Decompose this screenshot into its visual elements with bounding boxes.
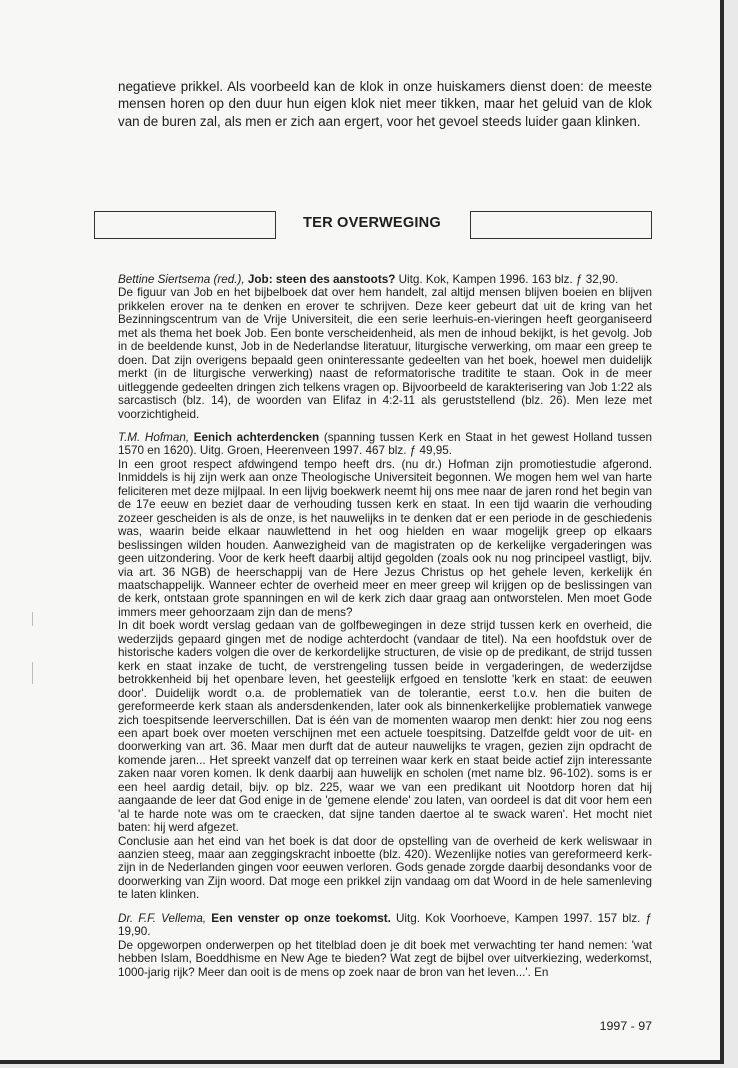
review-author: Dr. F.F. Vellema,	[118, 911, 207, 925]
review-paragraph: In een groot respect afdwingend tempo heeft drs. (nu dr.) Hofman zijn promotiestudie afgerond. Inmiddels is hij zijn werk aan onze Theologische Universiteit begonnen. We mogen hem wel van harte feliciteren met deze mijlpaal. In een lijvig boekwerk neemt hij ons mee naar de jaren rond het begin van de 17e eeuw en beziet daar de verhouding tussen kerk en staat. In een tijd waarin die verhouding zozeer gescheiden is als de onze, is het nauwelijks in te denken dat er een periode in de geschiedenis was, waarin beide elkaar nauwlettend in het oog hielden en waar mogelijk greep op elkaars beslissingen wilden houden. Aanwezigheid van de magistraten op de kerkelijke vergaderingen was geen uitzondering. Voor de kerk heeft daarbij altijd gegolden (zoals ook nu nog principeel vastligt, bijv. via art. 36 NGB) de heerschappij van de Here Jezus Christus op het gehele leven, kerkelijk én maatschappelijk. Wanneer echter de overheid meer en meer greep wil krijgen op de beslissingen van de kerk, ontstaan grote spanningen en wil de kerk zich daar graag aan ontworstelen. Men moet Gode immers meer gehoorzaam zijn dan de mens?	[118, 457, 652, 619]
review-citation: Uitg. Kok Voorhoeve, Kampen 1997. 157 blz. ƒ 19,90.	[118, 911, 653, 939]
review-author: Bettine Siertsema (red.),	[118, 273, 245, 286]
review-citation: (spanning tussen Kerk en Staat in het gewest Holland tussen 1570 en 1620). Uitg. Groen, Heerenveen 1997. 467 blz. ƒ 49,95.	[118, 430, 652, 458]
review-paragraph: De opgeworpen onderwerpen op het titelblad doen je dit boek met verwachting ter hand nemen: 'wat hebben Islam, Boeddhisme en New Age te bieden? Wat zegt de bijbel over uitverkiezing, wederkomst, 1000-jarig rijk? Meer dan ooit is de mens op zoek naar de bron van het leven...'. En	[118, 938, 652, 979]
review-paragraph: In dit boek wordt verslag gedaan van de golfbewegingen in deze strijd tussen kerk en overheid, die wederzijds gepaard gingen met de nodige achterdocht (vandaar de titel). Na een hoofdstuk over de historische kaders volgen die over de kerkordelijke structuren, de visie op de predikant, de strijd tussen kerk en staat inzake de tucht, de verstrengeling tussen beide in vergaderingen, de wederzijdse betrokkenheid bij het openbare leven, het geestelijk erfgoed en tenslotte 'kerk en staat: de eeuwen door'. Duidelijk wordt o.a. de problematiek van de tolerantie, eerst t.o.v. hen die buiten de gereformeerde kerk staan als andersdenkenden, later ook als binnenkerkelijke problematiek vanwege zich toespitsende leerverschillen. Dat is één van de momenten waarop men denkt: hier zou nog eens een apart boek over moeten verschijnen met een actuele toespitsing. Datzelfde geldt voor de uit- en doorwerking van art. 36. Maar men durft dat de auteur nauwelijks te vragen, gezien zijn opdracht de komende jaren... Het spreekt vanzelf dat op terreinen waar kerk en staat beide actief zijn interessante zaken naar voren komen. Ik denk daarbij aan huwelijk en scholen (met name blz. 96-102). soms is er een heel aardig detail, bijv. op blz. 225, waar we van een predikant uit Nootdorp horen dat hij aangaande de leer dat God enige in de 'gemene elende' zou laten, van oordeel is dat dit voor hem een 'al te harde note was om te craecken, dat sijne tanden daertoe al te swack waren'. Het mocht niet baten: hij werd afgezet.	[118, 619, 652, 835]
section-title: TER OVERWEGING	[303, 215, 441, 231]
reviews-list	[118, 273, 652, 989]
review-citation: Uitg. Kok, Kampen 1996. 163 blz. ƒ 32,90.	[395, 273, 619, 286]
intro-paragraph: negatieve prikkel. Als voorbeeld kan de klok in onze huiskamers dienst doen: de meeste mensen horen op den duur hun eigen klok niet meer tikken, maar het geluid van de klok van de buren zal, als men er zich aan ergert, voor het gevoel steeds luider gaan klinken.	[118, 79, 652, 129]
review-book-title: Eenich achterdencken	[193, 430, 320, 444]
section-banner	[94, 211, 652, 239]
review-item	[118, 431, 652, 902]
review-heading	[118, 273, 652, 286]
review-heading	[118, 912, 652, 939]
scan-margin-mark	[32, 612, 33, 626]
review-heading	[118, 431, 652, 458]
review-author: T.M. Hofman,	[118, 430, 190, 444]
review-paragraph: Conclusie aan het eind van het boek is dat door de opstelling van de overheid de kerk weliswaar in aanzien steeg, maar aan zeggingskracht inboette (blz. 420). Wezenlijke noties van gereformeerd kerk-zijn in de Nederlanden gingen voor eeuwen verloren. Gods genade zorgde daarbij desondanks voor de doorwerking van Zijn woord. Dat moge een prikkel zijn vandaag om dat Woord in de hele samenleving te laten klinken.	[118, 834, 652, 902]
scan-margin-mark	[32, 662, 33, 684]
review-book-title: Job: steen des aanstoots?	[247, 273, 396, 286]
review-item	[118, 912, 652, 979]
review-paragraph: De figuur van Job en het bijbelboek dat over hem handelt, zal altijd mensen blijven boeien en blijven prikkelen erover na te denken en erover te schrijven. Deze keer gebeurt dat uit de kring van het Bezinningscentrum van de Vrije Universiteit, die een serie leerhuis-en-vieringen heeft georganiseerd met als thema het boek Job. Een bonte verscheidenheid, als men de inhoud bekijkt, is het gevolg. Job in de beeldende kunst, Job in de Nederlandse literatuur, liturgische verwerking, om maar een greep te doen. Dat zijn overigens bepaald geen oninteressante gedeelten van het boek, hoewel men duidelijk merkt (in de liturgische verwerking) naast de reformatorische traditite te staan. Ook in de meer uitleggende gedeelten dringen zich telkens vragen op. Bijvoorbeeld de karakterisering van Job 1:22 als sarcastisch (blz. 14), de woorden van Elifaz in 4:2-11 als geruststellend (blz. 26). Men leze met voorzichtigheid.	[118, 286, 652, 421]
review-item	[118, 273, 652, 421]
review-book-title: Een venster op onze toekomst.	[211, 911, 391, 925]
banner-left-box	[94, 211, 276, 239]
banner-right-box	[470, 211, 652, 239]
page-number: 1997 - 97	[599, 1019, 652, 1033]
